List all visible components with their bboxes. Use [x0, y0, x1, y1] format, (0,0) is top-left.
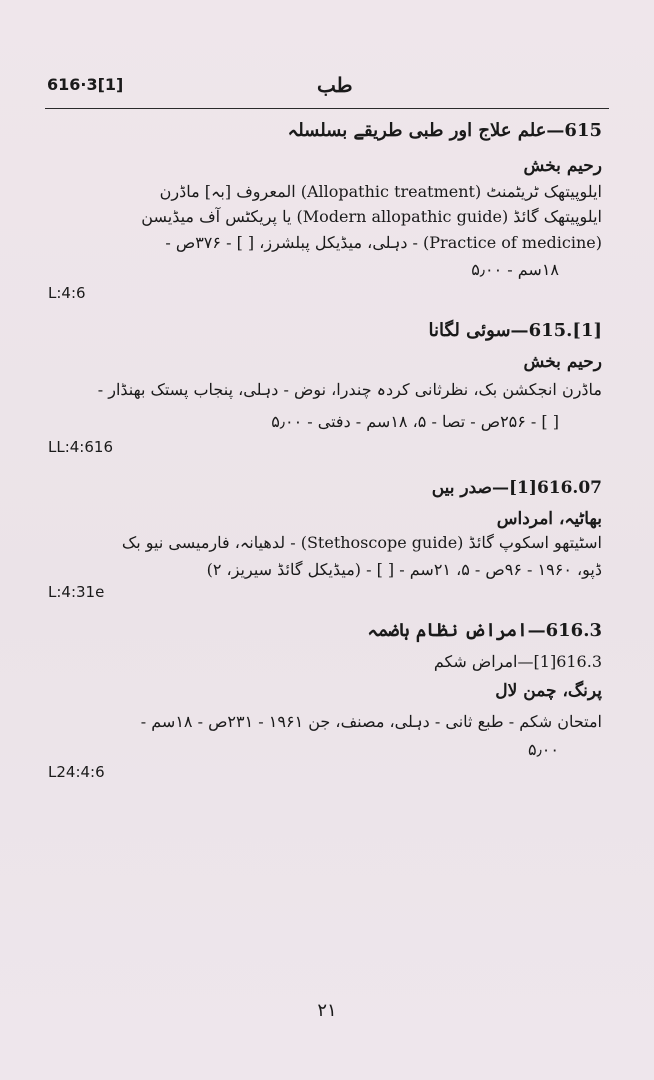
- entry-heading: 616.07[1]—صدر بیں: [431, 478, 602, 498]
- entry-location-code: L24:4:6: [48, 763, 105, 781]
- entry-line: [ ] - ۲۵۶ص - تصا - ۵، ۱۸سم - دفتی - ۵٫۰۰: [271, 412, 559, 431]
- entry-line: ۱۸سم - ۵٫۰۰: [471, 260, 559, 279]
- header-title: طب: [317, 73, 353, 97]
- entry-line: امتحان شکم - طبع ثانی - دہلی، مصنف، جن ۱۹۶۱ - ۲۳۱ص - ۱۸سم -: [140, 712, 602, 731]
- entry-line: ۵٫۰۰: [528, 740, 559, 759]
- entry-line: ماڈرن انجکشن بک، نظرثانی کردہ چندرا، نوض - دہلی، پنجاب پستک بھنڈار -: [97, 380, 602, 399]
- page-header: [45, 75, 609, 103]
- entry-line: اسٹیتھو اسکوپ گائڈ (Stethoscope guide) - لدھیانہ، فارمیسی نیو بک: [121, 533, 602, 552]
- entry-location-code: LL:4:616: [48, 438, 113, 456]
- page-number: ۲۱: [317, 1000, 337, 1021]
- entry-heading: 615—علم علاج اور طبی طریقے بسلسلہ: [287, 120, 602, 141]
- entry-line: ایلوپیتھک گائڈ (Modern allopathic guide) یا پریکٹس آف میڈیسن: [141, 207, 602, 226]
- entry-line: ڈپو، ۱۹۶۰ - ۹۶ص - ۵، ۲۱سم - [ ] - (میڈیکل گائڈ سیریز، ۲): [206, 560, 602, 579]
- entry-line: (Practice of medicine) - دہلی، میڈیکل پبلشرز، [ ] - ۳۷۶ص -: [165, 233, 602, 252]
- header-class-number: 616·3[1]: [47, 75, 124, 94]
- entry-author: رحیم بخش: [523, 156, 602, 176]
- entry-location-code: L:4:6: [48, 284, 86, 302]
- entry-author: بھاٹیہ، امرداس: [496, 509, 602, 529]
- entry-heading: 616.3—امراض نظام ہاضمہ: [367, 620, 602, 641]
- entry-location-code: L:4:31e: [48, 583, 105, 601]
- entry-subheading: 616.3[1]—امراض شکم: [433, 652, 602, 671]
- header-rule: [45, 108, 609, 109]
- entry-line: ایلوپیتھک ٹریٹمنٹ (Allopathic treatment) المعروف [بہ] ماڈرن: [159, 182, 602, 201]
- entry-author: پرنگ، چمن لال: [495, 681, 602, 701]
- entry-author: رحیم بخش: [523, 352, 602, 372]
- entry-heading: [1].615—سوئی لگانا: [428, 320, 602, 341]
